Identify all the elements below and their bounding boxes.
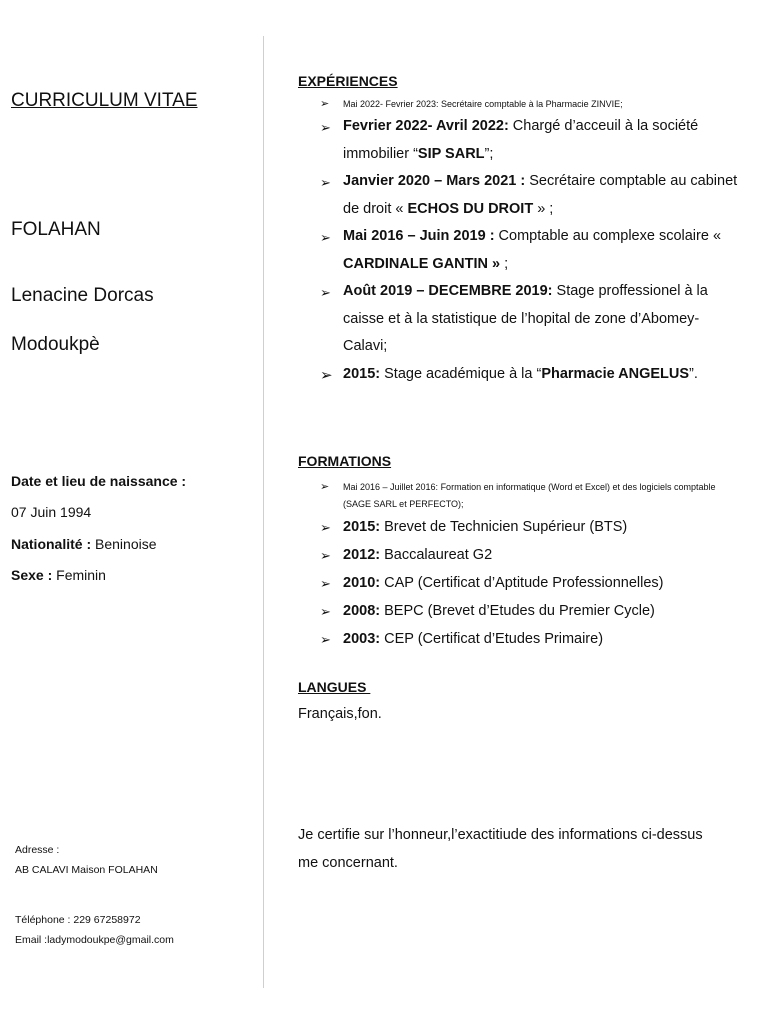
arrow-bullet-icon: ➢ [320, 285, 331, 300]
experiences-title: EXPÉRIENCES [298, 73, 398, 89]
list-item: ➢ Janvier 2020 – Mars 2021 : Secrétaire comptable au cabinet de droit « ECHOS DU DROIT » ; [320, 168, 740, 223]
email: Email :ladymodoukpe@gmail.com [15, 934, 174, 946]
list-item: ➢ Mai 2016 – Juin 2019 : Comptable au complexe scolaire « CARDINALE GANTIN » ; [320, 223, 740, 278]
list-item: ➢ Mai 2022- Fevrier 2023: Secrétaire comptable à la Pharmacie ZINVIE; [320, 96, 740, 113]
list-item: ➢ 2003: CEP (Certificat d’Etudes Primaire) [320, 625, 740, 653]
formations-title: FORMATIONS [298, 453, 392, 469]
nationality: Nationalité : Beninoise [11, 536, 157, 552]
arrow-bullet-icon: ➢ [320, 576, 331, 591]
list-item: ➢ 2015: Brevet de Technicien Supérieur (BTS) [320, 513, 740, 541]
list-item: ➢ 2015: Stage académique à la “Pharmacie ANGELUS”. [320, 361, 740, 389]
list-item: ➢ 2012: Baccalaureat G2 [320, 541, 740, 569]
cv-title: CURRICULUM VITAE [11, 90, 198, 111]
last-name: FOLAHAN [11, 219, 101, 240]
birth-label: Date et lieu de naissance : [11, 473, 187, 489]
arrow-bullet-icon: ➢ [320, 175, 331, 190]
arrow-bullet-icon: ➢ [320, 120, 331, 135]
langues-value: Français,fon. [298, 706, 382, 722]
first-name-2: Modoukpè [11, 334, 100, 355]
list-item: ➢ Mai 2016 – Juillet 2016: Formation en informatique (Word et Excel) et des logiciels comptable (SAGE SARL et PERFECTO); [320, 481, 716, 509]
arrow-bullet-icon: ➢ [320, 632, 331, 647]
arrow-bullet-icon: ➢ [320, 98, 330, 110]
address-value: AB CALAVI Maison FOLAHAN [15, 864, 158, 876]
address-label: Adresse : [15, 844, 60, 856]
list-item: ➢ Août 2019 – DECEMBRE 2019: Stage proffessionel à la caisse et à la statistique de l’hopital de zone d’Abomey-Calavi; [320, 278, 740, 361]
sex: Sexe : Feminin [11, 567, 106, 583]
formations-list [320, 479, 740, 653]
list-item: ➢ Fevrier 2022- Avril 2022: Chargé d’acceuil à la société immobilier “SIP SARL”; [320, 113, 740, 168]
langues-title: LANGUES [298, 679, 371, 695]
column-divider [263, 36, 264, 988]
arrow-bullet-icon: ➢ [320, 548, 331, 563]
arrow-bullet-icon: ➢ [320, 481, 330, 493]
first-name-1: Lenacine Dorcas [11, 285, 154, 306]
birth-value: 07 Juin 1994 [11, 504, 92, 520]
list-item: ➢ 2008: BEPC (Brevet d’Etudes du Premier Cycle) [320, 597, 740, 625]
phone: Téléphone : 229 67258972 [15, 914, 141, 926]
experiences-list [320, 96, 740, 388]
certification-statement: Je certifie sur l’honneur,l’exactitiude des informations ci-dessus me concernant. [298, 827, 703, 871]
arrow-bullet-icon: ➢ [320, 520, 331, 535]
arrow-bullet-icon: ➢ [320, 230, 331, 245]
arrow-bullet-icon: ➢ [320, 366, 333, 384]
arrow-bullet-icon: ➢ [320, 604, 331, 619]
list-item: ➢ 2010: CAP (Certificat d’Aptitude Professionnelles) [320, 569, 740, 597]
